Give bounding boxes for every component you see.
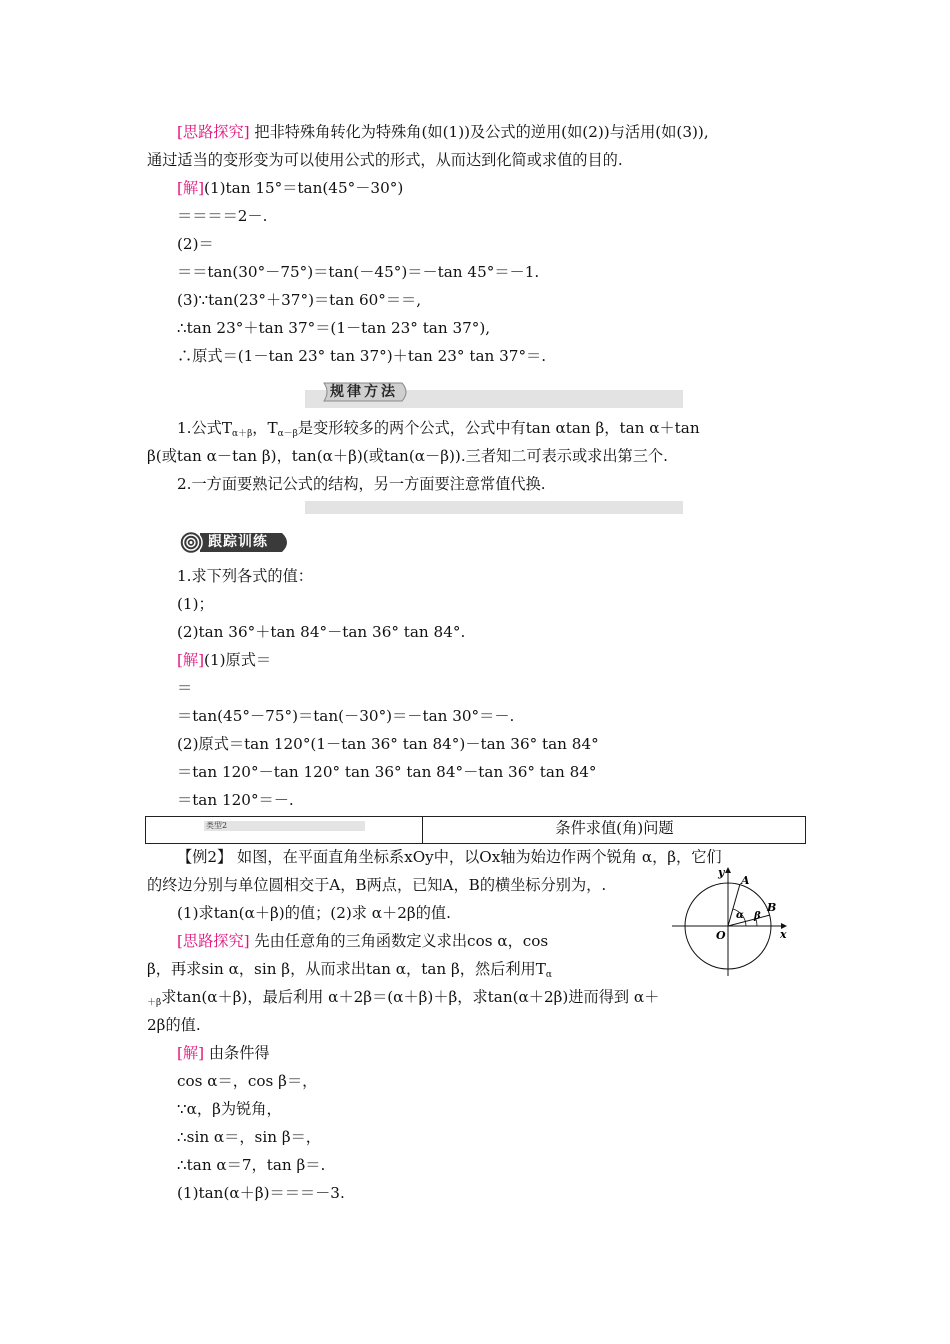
solution-tag: [解] (177, 651, 205, 669)
method-heading: 规律方法 (330, 384, 398, 400)
type2-tag: 类型2 (204, 821, 365, 831)
subscript: α－β (277, 429, 298, 439)
solution-step: ∴tan α＝7，tan β＝. (177, 1156, 326, 1174)
think-line-1 (177, 121, 709, 143)
ray-ob (728, 915, 770, 926)
subscript: ＋β (147, 998, 162, 1008)
method-heading-badge (322, 381, 412, 403)
training-q2: (2)tan 36°＋tan 84°－tan 36° tan 84°. (177, 623, 466, 641)
training-q1: (1)； (177, 595, 214, 613)
solution-step: ＝＝＝＝2－. (177, 207, 268, 225)
method-text: 1.公式T (177, 419, 232, 437)
think-tag: [思路探究] (177, 123, 250, 141)
alpha-label: α (736, 910, 744, 921)
think-text: 求tan(α＋β)，最后利用 α＋2β＝(α＋β)＋β，求tan(α＋2β)进而得到 α＋ (161, 988, 660, 1006)
subscript: α (545, 970, 552, 980)
subscript: α＋β (232, 429, 253, 439)
solution-step: ＝tan 120°＝－. (177, 791, 294, 809)
example2-think-line-3 (147, 986, 659, 1014)
solution-step: ＝＝tan(30°－75°)＝tan(－45°)＝－tan 45°＝－1. (177, 263, 540, 281)
solution-text: 由条件得 (204, 1044, 270, 1062)
solution-step: (1)tan(α＋β)＝＝＝－3. (177, 1184, 345, 1202)
solution-step: (2)＝ (177, 235, 214, 253)
training-solution-line-1 (177, 649, 271, 671)
training-heading: 跟踪训练 (208, 534, 268, 550)
training-question: 1.求下列各式的值： (177, 567, 313, 585)
point-b-label: B (767, 901, 777, 914)
y-label: y (718, 866, 725, 879)
example2-think-line-4: 2β的值. (147, 1016, 201, 1034)
type2-header-table (145, 816, 806, 844)
beta-label: β (754, 911, 761, 922)
example2-label: 【例2】 (177, 848, 233, 866)
think-tag: [思路探究] (177, 932, 250, 950)
unit-circle-figure (660, 862, 790, 978)
solution-step: ＝tan 120°－tan 120° tan 36° tan 84°－tan 36° tan 84° (177, 763, 597, 781)
solution-step: cos α＝，cos β＝， (177, 1072, 318, 1090)
solution-step: ∵α，β为锐角， (177, 1100, 282, 1118)
example2-line-2: 的终边分别与单位圆相交于A，B两点，已知A，B的横坐标分别为，. (147, 876, 607, 894)
solution-step: (2)原式＝tan 120°(1－tan 36° tan 84°)－tan 36° tan 84° (177, 735, 599, 753)
example2-text: 如图，在平面直角坐标系xOy中，以Ox轴为始边作两个锐角 α，β，它们 (232, 848, 722, 866)
solution-step: ∴原式＝(1－tan 23° tan 37°)＋tan 23° tan 37°＝. (177, 347, 547, 365)
method-line-2: β(或tan α－tan β)，tan(α＋β)(或tan(α－β)).三者知二可表示或求出第三个. (147, 447, 668, 465)
solution-text: (1)tan 15°＝tan(45°－30°) (204, 179, 404, 197)
x-label: x (780, 928, 787, 941)
training-badge (178, 530, 296, 555)
solution-step: ∴sin α＝，sin β＝， (177, 1128, 321, 1146)
example2-think-line-1 (177, 930, 548, 952)
solution-step: ＝ (177, 679, 193, 697)
solution-step: (3)∵tan(23°＋37°)＝tan 60°＝＝, (177, 291, 422, 309)
example2-think-line-2 (147, 958, 552, 986)
solution-tag: [解] (177, 179, 205, 197)
solution-tag: [解] (177, 1044, 205, 1062)
point-a-label: A (741, 874, 750, 887)
method-line-1 (177, 417, 700, 445)
think-line-2: 通过适当的变形变为可以使用公式的形式，从而达到化简或求值的目的. (147, 151, 623, 169)
example2-line-3: (1)求tan(α＋β)的值；(2)求 α＋2β的值. (177, 904, 451, 922)
method-footer-bar (305, 501, 683, 514)
think-text: β，再求sin α，sin β，从而求出tan α，tan β，然后利用T (147, 960, 546, 978)
solution-line-1 (177, 177, 403, 199)
solution-text: (1)原式＝ (204, 651, 272, 669)
solution-step: ＝tan(45°－75°)＝tan(－30°)＝－tan 30°＝－. (177, 707, 515, 725)
example2-solution-line-1 (177, 1042, 270, 1064)
origin-label: O (716, 929, 726, 942)
example2-line-1 (177, 846, 722, 868)
type2-title: 条件求值(角)问题 (555, 819, 674, 837)
think-text: 把非特殊角转化为特殊角(如(1))及公式的逆用(如(2))与活用(如(3)), (249, 123, 709, 141)
solution-step: ∴tan 23°＋tan 37°＝(1－tan 23° tan 37°), (177, 319, 491, 337)
think-text: 先由任意角的三角函数定义求出cos α，cos (249, 932, 549, 950)
method-text: 是变形较多的两个公式，公式中有tan αtan β，tan α＋tan (297, 419, 700, 437)
method-line-3: 2.一方面要熟记公式的结构，另一方面要注意常值代换. (177, 475, 546, 493)
method-text: ，T (252, 419, 278, 437)
